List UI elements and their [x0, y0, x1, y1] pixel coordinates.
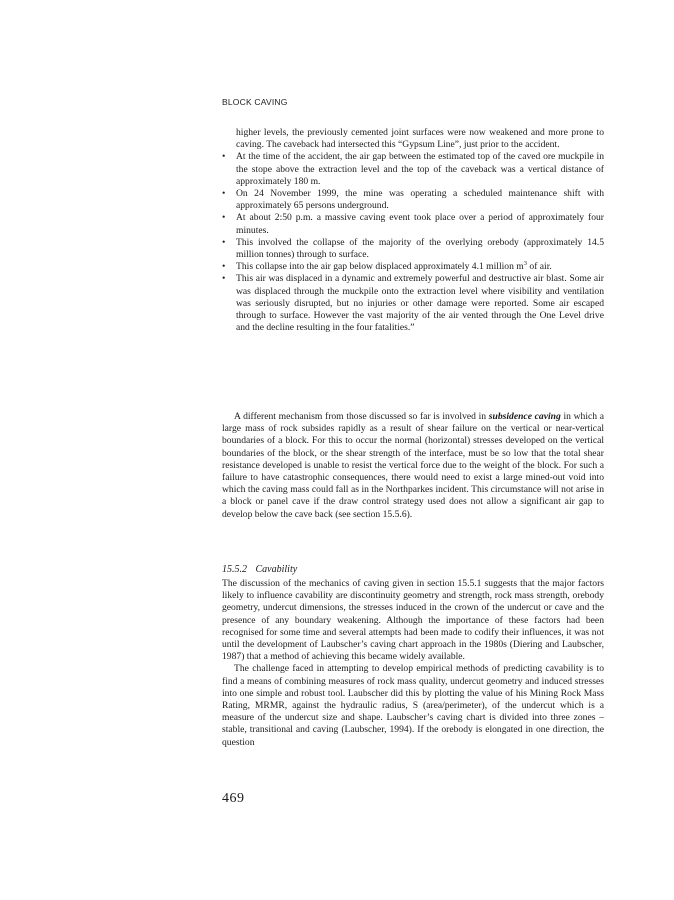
bullet-text: At about 2:50 p.m. a massive caving event took place over a period of approximately four minutes. — [236, 212, 604, 236]
bullet-item — [222, 260, 604, 273]
bullet-item — [222, 212, 604, 236]
body-paragraph: The discussion of the mechanics of caving given in section 15.5.1 suggests that the major factors likely to influence cavability are discontinuity geometry and strength, rock mass strength, orebody geometry, undercut dimensions, the stresses induced in the crown of the undercut or cave and the presence of any boundary weakening. Although the importance of these factors had been recognised for some time and several attempts had been made to codify their influences, it was not until the development of Laubscher’s caving chart approach in the 1980s (Diering and Laubscher, 1987) that a method of achieving this became widely available. — [222, 578, 604, 663]
bullet-icon: • — [222, 236, 226, 248]
body-paragraph: The challenge faced in attempting to develop empirical methods of predicting cavability is to find a means of combining measures of rock mass quality, undercut geometry and induced stresses into one simple and robust tool. Laubscher did this by plotting the value of his Mining Rock Mass Rating, MRMR, against the hydraulic radius, S (area/perimeter), of the undercut which is a measure of the undercut size and shape. Laubscher’s caving chart is divided into three zones – stable, transitional and caving (Laubscher, 1994). If the orebody is elongated in one direction, the question — [222, 663, 604, 748]
bullet-icon: • — [222, 273, 226, 285]
section-number: 15.5.2 — [222, 564, 247, 575]
page-number: 469 — [222, 791, 245, 806]
bullet-item — [222, 236, 604, 261]
superscript: 3 — [523, 260, 527, 268]
paragraph-text: A different mechanism from those discussed so far is involved in — [234, 411, 489, 422]
continued-paragraph: higher levels, the previously cemented joint surfaces were now weakened and more prone to caving. The caveback had intersected this “Gypsum Line”, just prior to the accident. — [236, 127, 604, 151]
paragraph-text: in which a large mass of rock subsides rapidly as a result of shear failure on the vertical or near-vertical boundaries of a block. For this to occur the normal (horizontal) stresses developed on the vertical boundaries of the block, or the shear strength of the interface, must be so low that the total shear resistance developed is unable to resist the vertical force due to the weight of the block. For such a failure to have catastrophic consequences, there would need to exist a large mined-out void into which the caving mass could fall as in the Northparkes incident. This circumstance will not arise in a block or panel cave if the draw control strategy used does not allow a significant air gap to develop below the cave back (see section 15.5.6). — [222, 411, 604, 520]
bullet-item — [222, 151, 604, 188]
bullet-item — [222, 188, 604, 212]
running-head: BLOCK CAVING — [222, 97, 288, 107]
section-heading — [222, 564, 297, 575]
bullet-text: This involved the collapse of the majority of the overlying orebody (approximately 14.5 million tonnes) through to surface. — [236, 236, 604, 261]
bullet-text: At the time of the accident, the air gap between the estimated top of the caved ore muckpile in the stope above the extraction level and the top of the caveback was a vertical distance of approximately 180 m. — [236, 151, 604, 187]
subsidence-section — [222, 411, 604, 521]
subsidence-paragraph — [222, 411, 604, 521]
bullet-text: On 24 November 1999, the mine was operating a scheduled maintenance shift with approximately 65 persons underground. — [236, 188, 604, 212]
section-title: Cavability — [255, 564, 298, 575]
bullet-icon: • — [222, 261, 226, 273]
bullet-text-before: This collapse into the air gap below displaced approximately 4.1 million m — [236, 261, 524, 273]
emphasized-term: subsidence caving — [488, 411, 561, 422]
bullet-icon: • — [222, 151, 226, 163]
bullet-list — [222, 151, 604, 334]
bullet-text-after: of air. — [527, 261, 552, 273]
bullet-icon: • — [222, 188, 226, 200]
cavability-section — [222, 578, 604, 749]
bullet-item — [222, 273, 604, 334]
bullet-icon: • — [222, 212, 226, 224]
quoted-block — [222, 127, 604, 334]
bullet-text: This air was displaced in a dynamic and extremely powerful and destructive air blast. Some air was displaced through the muckpile onto the extraction level where visibility and ventilation was seriously disrupted, but no injuries or other damage were reported. Some air escaped through to surface. However the vast majority of the air vented through the One Level drive and the decline resulting in the four fatalities.” — [236, 273, 604, 334]
